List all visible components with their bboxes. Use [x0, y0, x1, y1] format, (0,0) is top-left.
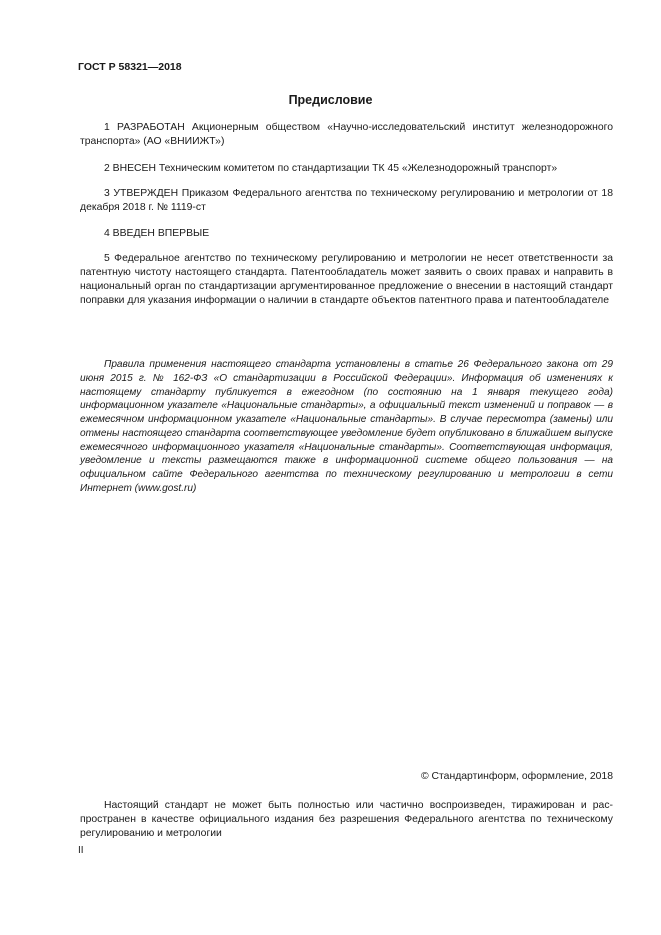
preface-item-approved: 3 УТВЕРЖДЕН Приказом Федерального агентства по техническому регулированию и метрологии от 18 декабря 2018 г. № 1119-ст	[80, 188, 613, 213]
preface-item-introduced: 4 ВВЕДЕН ВПЕРВЫЕ	[104, 228, 210, 239]
document-code: ГОСТ Р 58321—2018	[78, 61, 182, 73]
preface-item-patent: 5 Федеральное агентство по техническому регулированию и метрологии не несет ответственности за патентную чистоту настоящего стандарта. Патентообладатель может заявить о своих правах и направить в национальный орган по стандартизации аргументированное предложение о внесении в настоящий стандарт поправки для указания информации о наличии в стандарте объектов патентного права и патентообладателе	[80, 253, 613, 306]
reproduction-notice: Настоящий стандарт не может быть полностью или частично воспроизведен, тиражирован и распространен в качестве официального издания без разрешения Федерального агентства по техническому регулированию и метрологии	[80, 800, 613, 839]
preface-item-developed: 1 РАЗРАБОТАН Акционерным обществом «Научно-исследовательский институт железнодорожного транспорта» (АО «ВНИИЖТ»)	[80, 122, 613, 147]
page-number: II	[78, 845, 84, 856]
preface-item-submitted: 2 ВНЕСЕН Техническим комитетом по стандартизации ТК 45 «Железнодорожный транспорт»	[104, 163, 558, 174]
application-rules-note: Правила применения настоящего стандарта установлены в статье 26 Федерального закона от 29 июня 2015 г. № 162-ФЗ «О стандартизации в Российской Федерации». Информация об изменениях к настоящему стандарту публикуется в ежегодном (по состоянию на 1 января текущего года) информационном указателе «Национальные стандарты», а официальный текст изменений и поправок — в ежемесячном информационном указателе «Национальные стандарты». В случае пересмотра (замены) или отмены настоящего стандарта соответствующее уведомление будет опубликовано в ближайшем выпуске ежемесячного информационного указателя «Национальные стандарты». Соответствующая информация, уведомление и тексты размещаются также в информационной системе общего пользования — на официальном сайте Федерального агентства по техническому регулированию и метрологии в сети Интернет (www.gost.ru)	[80, 359, 613, 494]
copyright-line: © Стандартинформ, оформление, 2018	[420, 771, 613, 782]
preface-title: Предисловие	[288, 93, 373, 107]
